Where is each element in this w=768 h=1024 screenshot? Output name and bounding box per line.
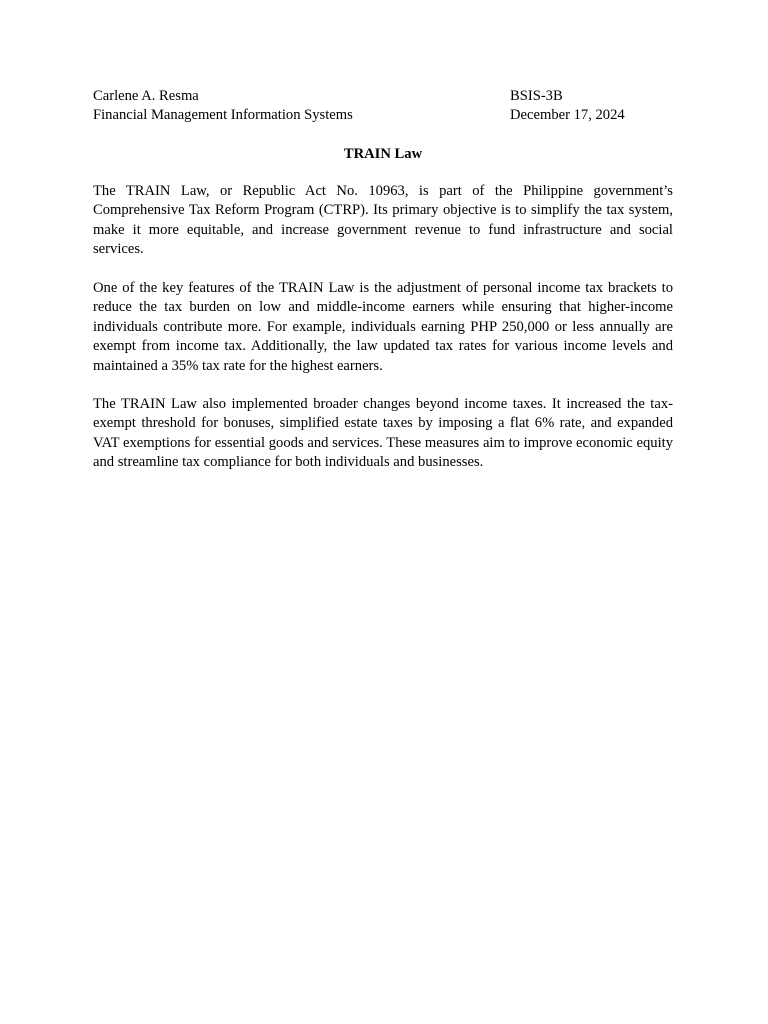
- document-date: December 17, 2024: [510, 107, 625, 123]
- paragraph-2: One of the key features of the TRAIN Law is the adjustment of personal income tax brackets to reduce the tax burden on low and middle-income earners while ensuring that higher-income individuals contribute more. For example, individuals earning PHP 250,000 or less annually are exempt from income tax. Additionally, the law updated tax rates for various income levels and maintained a 35% tax rate for the highest earners.: [93, 280, 673, 374]
- paragraph-1: The TRAIN Law, or Republic Act No. 10963, is part of the Philippine government’s Comprehensive Tax Reform Program (CTRP). Its primary objective is to simplify the tax system, make it more equitable, and increase government revenue to fund infrastructure and social services.: [93, 183, 673, 258]
- document-title: TRAIN Law: [343, 146, 423, 162]
- paragraph-3: The TRAIN Law also implemented broader changes beyond income taxes. It increased the tax-exempt threshold for bonuses, simplified estate taxes by imposing a flat 6% rate, and expanded VAT exemptions for essential goods and services. These measures aim to improve economic equity and streamline tax compliance for both individuals and businesses.: [93, 396, 673, 471]
- course-name: Financial Management Information Systems: [93, 107, 353, 123]
- student-section: BSIS-3B: [510, 88, 563, 104]
- student-name: Carlene A. Resma: [93, 88, 199, 104]
